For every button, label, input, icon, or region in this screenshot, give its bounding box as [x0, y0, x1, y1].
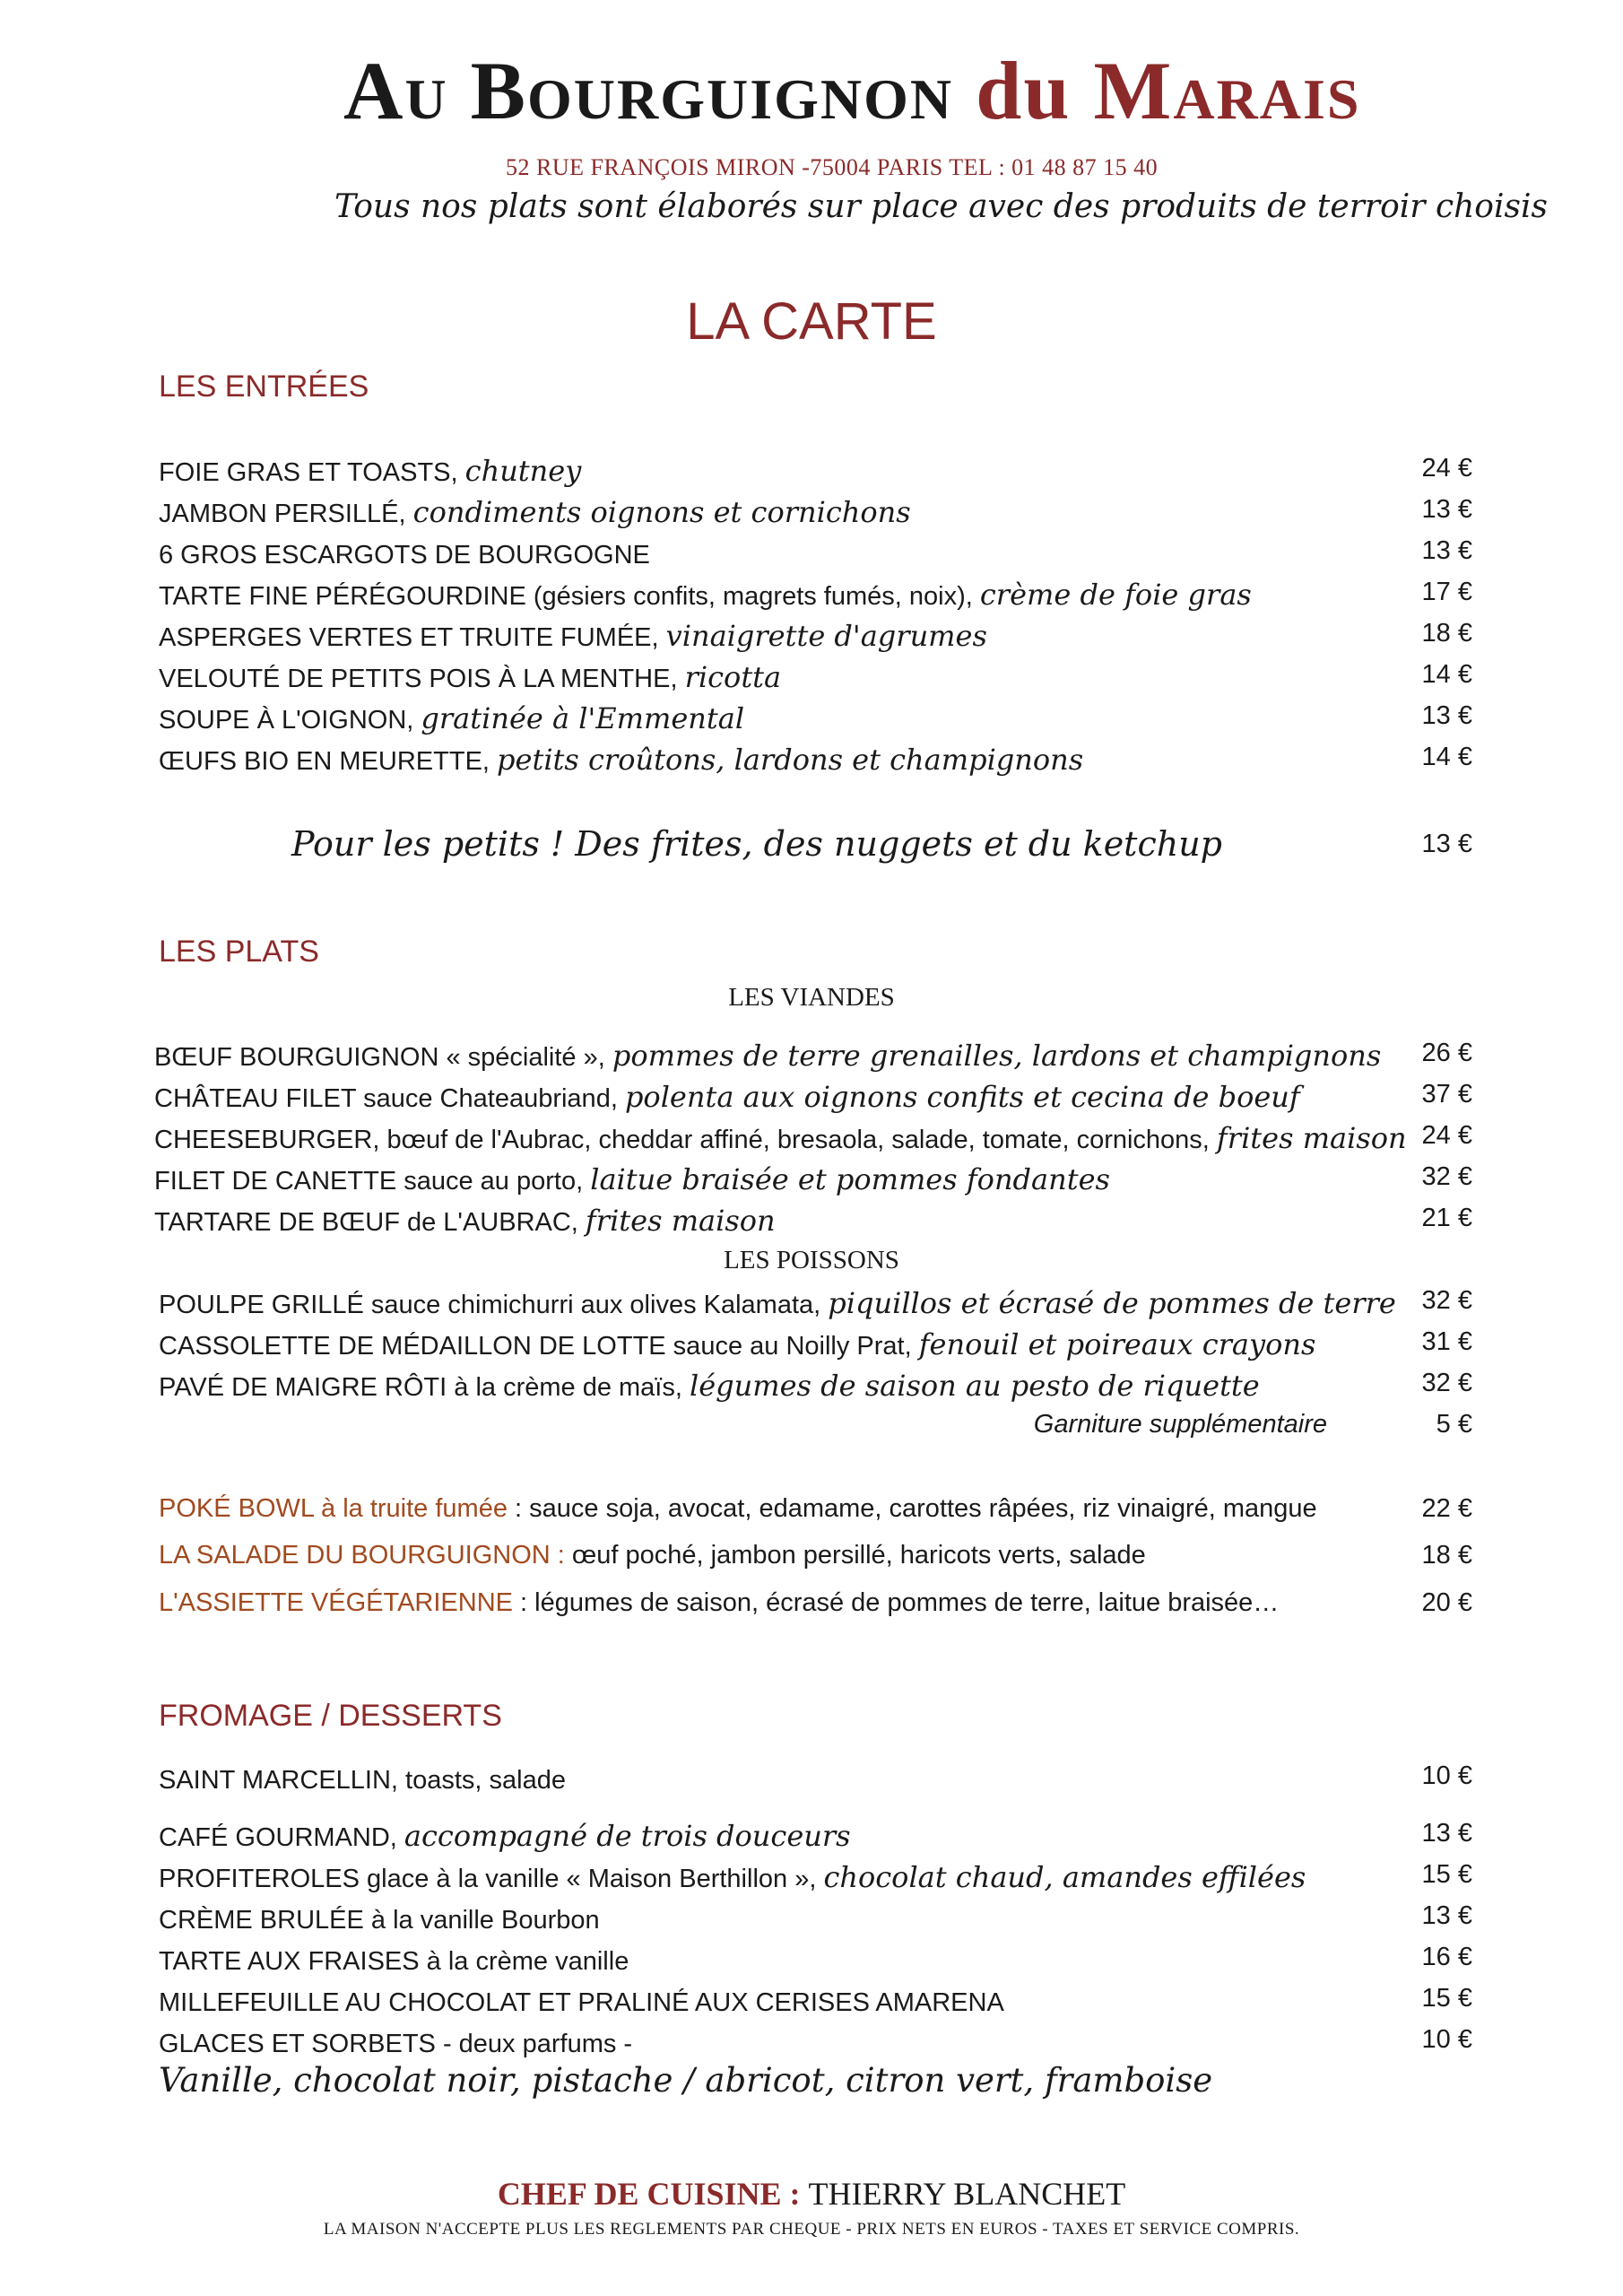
item-desc: gratinée à l'Emmental — [421, 701, 745, 735]
section-title-plats: LES PLATS — [159, 935, 319, 969]
menu-item — [159, 1286, 1472, 1326]
item-name: L'ASSIETTE VÉGÉTARIENNE — [159, 1588, 513, 1617]
item-name: PAVÉ DE MAIGRE RÔTI à la crème de maïs, — [159, 1373, 690, 1402]
menu-item-special — [159, 1588, 1472, 1628]
item-name: CHEESEBURGER, bœuf de l'Aubrac, cheddar affiné, bresaola, salade, tomate, cornichons, — [154, 1126, 1217, 1154]
menu-item — [154, 1080, 1472, 1119]
restaurant-name-part3: Marais — [1093, 45, 1361, 136]
item-desc: chocolat chaud, amandes effilées — [823, 1860, 1306, 1894]
item-price: 17 € — [1421, 578, 1472, 606]
chef-credit — [0, 2175, 1623, 2213]
menu-item — [159, 1761, 1472, 1801]
item-name: POKÉ BOWL à la truite fumée — [159, 1494, 508, 1523]
item-price: 14 € — [1421, 660, 1472, 689]
item-desc: : légumes de saison, écrasé de pommes de terre, laitue braisée… — [512, 1588, 1280, 1617]
item-name: JAMBON PERSILLÉ, — [159, 500, 413, 528]
item-desc: accompagné de trois douceurs — [404, 1819, 851, 1853]
menu-item — [159, 1943, 1472, 1982]
item-name: CHÂTEAU FILET sauce Chateaubriand, — [154, 1084, 625, 1113]
garniture-label: Garniture supplémentaire — [1033, 1410, 1327, 1439]
restaurant-name-part1: Au Bourguignon — [343, 45, 976, 136]
menu-item — [154, 1039, 1472, 1078]
item-price: 20 € — [1421, 1588, 1472, 1617]
item-name: CASSOLETTE DE MÉDAILLON DE LOTTE sauce au Noilly Prat, — [159, 1332, 919, 1361]
item-name: SAINT MARCELLIN, toasts, salade — [159, 1766, 566, 1795]
item-desc: frites maison — [1216, 1121, 1407, 1155]
item-desc: petits croûtons, lardons et champignons — [497, 743, 1084, 777]
restaurant-name — [343, 45, 1361, 136]
item-name: ASPERGES VERTES ET TRUITE FUMÉE, — [159, 623, 666, 652]
item-desc: œuf poché, jambon persillé, haricots verts, salade — [564, 1541, 1146, 1570]
menu-item — [159, 1819, 1472, 1858]
restaurant-tagline: Tous nos plats sont élaborés sur place avec des produits de terroir choisis — [334, 188, 1548, 225]
item-name: GLACES ET SORBETS - deux parfums - — [159, 2030, 633, 2058]
item-price: 24 € — [1421, 454, 1472, 483]
item-name: CRÈME BRULÉE à la vanille Bourbon — [159, 1906, 600, 1935]
item-price: 32 € — [1421, 1162, 1472, 1191]
item-desc: crème de foie gras — [979, 578, 1252, 612]
menu-title: LA CARTE — [686, 292, 937, 351]
item-name: FOIE GRAS ET TOASTS, — [159, 458, 465, 487]
menu-item — [159, 536, 1472, 576]
restaurant-address: 52 RUE FRANÇOIS MIRON -75004 PARIS TEL : 01 48 87 15 40 — [506, 154, 1159, 180]
menu-item-special — [159, 1541, 1472, 1580]
menu-item — [159, 743, 1472, 782]
chef-label: CHEF DE CUISINE : — [497, 2176, 809, 2212]
item-price: 16 € — [1421, 1943, 1472, 1971]
item-price: 21 € — [1421, 1204, 1472, 1232]
menu-item — [154, 1162, 1472, 1202]
item-name: ŒUFS BIO EN MEURETTE, — [159, 747, 498, 776]
item-name: TARTARE DE BŒUF de L'AUBRAC, — [154, 1208, 586, 1237]
item-desc: chutney — [464, 454, 582, 488]
menu-item — [159, 1984, 1472, 2023]
item-price: 32 € — [1421, 1369, 1472, 1397]
subsection-title-viandes: LES VIANDES — [728, 983, 895, 1012]
item-price: 13 € — [1421, 1819, 1472, 1848]
restaurant-name-part2: du — [976, 45, 1094, 136]
item-name: FILET DE CANETTE sauce au porto, — [154, 1167, 591, 1196]
flavors-text: Vanille, chocolat noir, pistache / abricot, citron vert, framboise — [159, 2061, 1213, 2100]
item-desc: laitue braisée et pommes fondantes — [590, 1162, 1110, 1196]
menu-item — [159, 495, 1472, 535]
item-name: VELOUTÉ DE PETITS POIS À LA MENTHE, — [159, 665, 685, 693]
item-price: 10 € — [1421, 2025, 1472, 2054]
menu-item — [159, 1860, 1472, 1900]
item-price: 22 € — [1421, 1494, 1472, 1523]
menu-item — [159, 660, 1472, 700]
menu-item — [159, 619, 1472, 658]
chef-name: THIERRY BLANCHET — [808, 2176, 1126, 2212]
item-desc: condiments oignons et cornichons — [412, 495, 911, 529]
item-name: TARTE FINE PÉRÉGOURDINE (gésiers confits, magrets fumés, noix), — [159, 582, 980, 611]
item-price: 15 € — [1421, 1860, 1472, 1889]
menu-item — [159, 701, 1472, 741]
menu-item — [154, 1204, 1472, 1243]
item-desc: ricotta — [684, 660, 782, 694]
item-price: 37 € — [1421, 1080, 1472, 1109]
garniture-price: 5 € — [1436, 1410, 1472, 1439]
subsection-title-poissons: LES POISSONS — [724, 1246, 899, 1274]
item-price: 13 € — [1421, 1901, 1472, 1930]
menu-item — [159, 454, 1472, 493]
item-name: TARTE AUX FRAISES à la crème vanille — [159, 1947, 629, 1976]
item-desc: frites maison — [585, 1204, 776, 1238]
item-price: 13 € — [1421, 701, 1472, 730]
item-price: 18 € — [1421, 1541, 1472, 1570]
item-name: POULPE GRILLÉ sauce chimichurri aux olives Kalamata, — [159, 1291, 829, 1319]
item-desc: pommes de terre grenailles, lardons et champignons — [612, 1039, 1382, 1073]
garniture-item — [159, 1410, 1472, 1449]
item-price: 26 € — [1421, 1039, 1472, 1067]
section-title-desserts: FROMAGE / DESSERTS — [159, 1699, 502, 1733]
section-title-entrees: LES ENTRÉES — [159, 370, 369, 404]
item-desc: fenouil et poireaux crayons — [918, 1327, 1316, 1361]
menu-item — [159, 578, 1472, 617]
ice-cream-flavors — [159, 2061, 1472, 2100]
item-name: PROFITEROLES glace à la vanille « Maison Berthillon », — [159, 1865, 824, 1893]
item-desc: polenta aux oignons confits et cecina de boeuf — [624, 1080, 1300, 1114]
item-desc: vinaigrette d'agrumes — [665, 619, 987, 653]
menu-item — [159, 1901, 1472, 1941]
payment-note: LA MAISON N'ACCEPTE PLUS LES REGLEMENTS PAR CHEQUE - PRIX NETS EN EUROS - TAXES ET SERVICE COMPRIS. — [323, 2220, 1300, 2239]
item-name: SOUPE À L'OIGNON, — [159, 706, 421, 735]
item-price: 13 € — [1421, 536, 1472, 565]
menu-item — [159, 1327, 1472, 1367]
item-price: 13 € — [1421, 495, 1472, 524]
item-desc: : sauce soja, avocat, edamame, carottes râpées, riz vinaigré, mangue — [507, 1494, 1317, 1523]
menu-item-special — [159, 1494, 1472, 1534]
item-price: 15 € — [1421, 1984, 1472, 2013]
item-desc: légumes de saison au pesto de riquette — [689, 1369, 1260, 1403]
kids-menu-item — [159, 824, 1472, 869]
item-price: 10 € — [1421, 1761, 1472, 1790]
item-price: 24 € — [1421, 1121, 1472, 1150]
item-name: BŒUF BOURGUIGNON « spécialité », — [154, 1043, 612, 1072]
kids-desc: Pour les petits ! Des frites, des nuggets et du ketchup — [291, 824, 1223, 864]
item-name: 6 GROS ESCARGOTS DE BOURGOGNE — [159, 541, 650, 570]
menu-item — [159, 2025, 1472, 2065]
kids-price: 13 € — [1421, 830, 1472, 858]
menu-item — [154, 1121, 1472, 1161]
menu-item — [159, 1369, 1472, 1408]
item-price: 18 € — [1421, 619, 1472, 648]
item-price: 32 € — [1421, 1286, 1472, 1315]
item-name: CAFÉ GOURMAND, — [159, 1823, 404, 1852]
item-price: 14 € — [1421, 743, 1472, 771]
item-price: 31 € — [1421, 1327, 1472, 1356]
item-name: MILLEFEUILLE AU CHOCOLAT ET PRALINÉ AUX CERISES AMARENA — [159, 1988, 1004, 2017]
item-desc: piquillos et écrasé de pommes de terre — [828, 1286, 1396, 1320]
item-name: LA SALADE DU BOURGUIGNON : — [159, 1541, 565, 1570]
